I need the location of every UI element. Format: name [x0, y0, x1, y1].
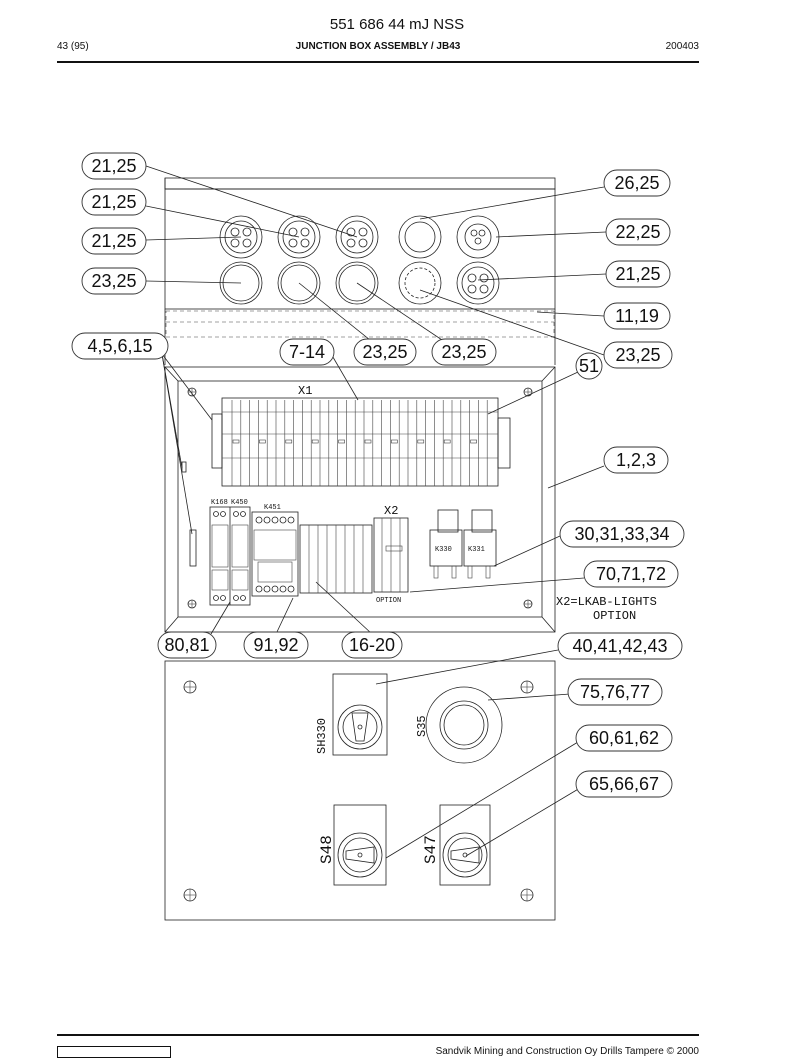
cable-gland-5 [457, 216, 499, 258]
label-k331: K331 [468, 546, 485, 554]
callout-21-25-c: 21,25 [91, 231, 137, 251]
callout-4-5-6-15: 4,5,6,15 [87, 336, 153, 356]
panel-screw [524, 388, 532, 396]
callout-23-25-a: 23,25 [91, 271, 137, 291]
page-number: 43 (95) [57, 41, 89, 52]
label-k168: K168 [211, 499, 228, 507]
callout-60-61-62: 60,61,62 [588, 728, 660, 748]
door-screw [521, 889, 533, 901]
callout-23-25-c: 23,25 [441, 342, 487, 362]
terminal-jumper [365, 440, 371, 443]
label-k450: K450 [231, 499, 248, 507]
terminal-block-x1 [222, 398, 498, 486]
label-x2: X2 [384, 504, 399, 518]
panel-screw [188, 388, 196, 396]
callout-22-25: 22,25 [615, 222, 661, 242]
door-screw [184, 889, 196, 901]
callout-21-25-b: 21,25 [91, 192, 137, 212]
plug-gland-4 [399, 262, 441, 304]
relay-k451 [252, 512, 298, 596]
x2-note-line-1: X2=LKAB-LIGHTS [556, 595, 657, 609]
label-k330: K330 [435, 546, 452, 554]
callout-51: 51 [578, 356, 600, 376]
callout-91-92: 91,92 [253, 635, 299, 655]
relay-k331 [464, 510, 496, 578]
terminal-jumper [471, 440, 477, 443]
callout-1-2-3: 1,2,3 [615, 450, 657, 470]
callout-70-71-72: 70,71,72 [595, 564, 667, 584]
callout-bubbles [72, 153, 684, 797]
footer-rule [57, 1034, 699, 1036]
document-title: 551 686 44 mJ NSS [329, 16, 465, 33]
terminal-group [300, 525, 372, 593]
copyright-notice: Sandvik Mining and Construction Oy Drills Tampere © 2000 [435, 1046, 699, 1057]
terminal-jumper [286, 440, 292, 443]
selector-switch-s48 [334, 805, 386, 885]
label-k451: K451 [264, 504, 281, 512]
terminal-jumper [233, 440, 239, 443]
selector-switch-sh330 [333, 674, 387, 755]
x2-note-line-2: OPTION [593, 609, 637, 623]
selector-switch-s47 [440, 805, 490, 885]
terminal-jumper [391, 440, 397, 443]
callout-26-25: 26,25 [614, 173, 660, 193]
door-panel-view [165, 661, 555, 920]
contactor-k168-k450 [210, 507, 250, 605]
terminal-jumper [418, 440, 424, 443]
callout-65-66-67: 65,66,67 [588, 774, 660, 794]
callout-23-25-d: 23,25 [615, 345, 661, 365]
callout-11-19: 11,19 [615, 306, 659, 326]
door-screw [184, 681, 196, 693]
callout-40-41-42-43: 40,41,42,43 [572, 636, 668, 656]
callout-75-76-77: 75,76,77 [579, 682, 651, 702]
date-code: 200403 [665, 41, 699, 52]
panel-screw [188, 600, 196, 608]
label-sh330: SH330 [315, 717, 329, 754]
push-button-s35 [426, 687, 502, 763]
blind-gland-4 [399, 216, 441, 258]
label-s48: S48 [318, 835, 336, 864]
label-x1: X1 [298, 384, 313, 398]
callout-23-25-b: 23,25 [362, 342, 408, 362]
label-s35: S35 [415, 715, 429, 737]
door-screw [521, 681, 533, 693]
terminal-jumper [259, 440, 265, 443]
callout-7-14: 7-14 [288, 342, 326, 362]
terminal-block-x2 [374, 518, 408, 592]
label-s47: S47 [422, 835, 440, 864]
callout-30-31-33-34: 30,31,33,34 [574, 524, 670, 544]
label-option: OPTION [376, 597, 402, 605]
section-title: JUNCTION BOX ASSEMBLY / JB43 [295, 41, 461, 52]
callout-80-81: 80,81 [164, 635, 210, 655]
cable-gland-6 [457, 262, 499, 304]
relay-k330 [430, 510, 462, 578]
terminal-jumper [312, 440, 318, 443]
callout-16-20: 16-20 [348, 635, 396, 655]
callout-21-25-a: 21,25 [91, 156, 137, 176]
callout-21-25-d: 21,25 [615, 264, 661, 284]
terminal-jumper [339, 440, 345, 443]
panel-screw [524, 600, 532, 608]
sandvik-logo [57, 1046, 171, 1058]
terminal-jumper [444, 440, 450, 443]
